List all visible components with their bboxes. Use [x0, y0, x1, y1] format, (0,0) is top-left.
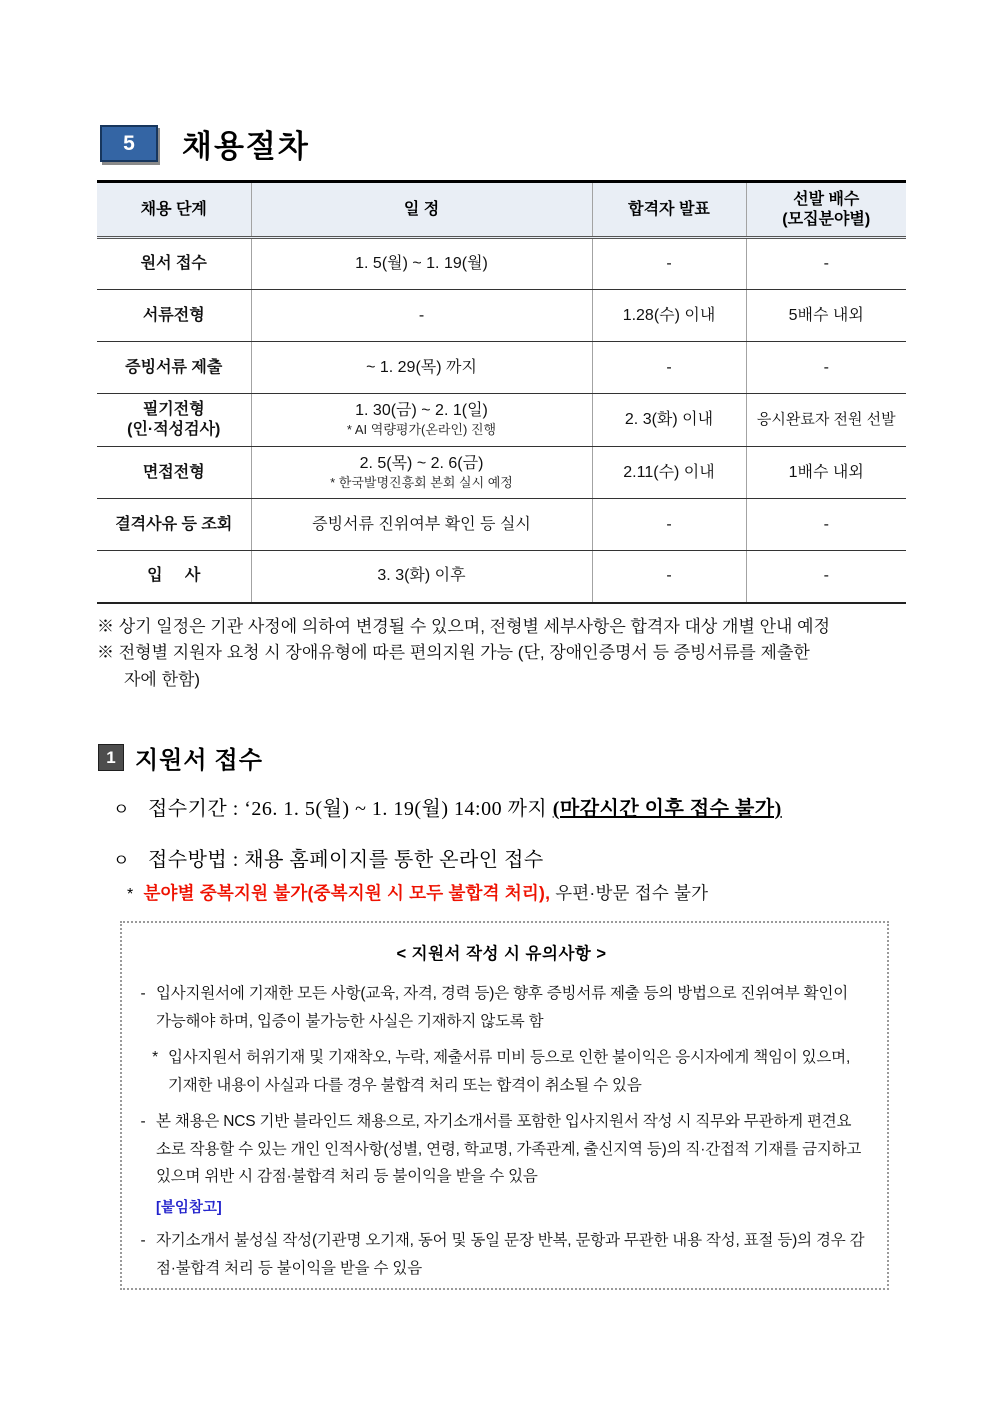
- schedule-cell: 증빙서류 진위여부 확인 등 실시: [312, 515, 531, 533]
- header-schedule: 일 정: [251, 182, 592, 238]
- table-row: [97, 394, 906, 447]
- notice-item: [138, 1227, 865, 1282]
- duplicate-application-warning: [127, 880, 927, 905]
- stage-cell: 면접전형: [142, 463, 205, 481]
- multiple-cell: -: [823, 567, 829, 585]
- asterisk-bullet-icon: *: [152, 1049, 158, 1067]
- announce-cell: 2. 3(화) 이내: [624, 411, 714, 428]
- multiple-cell: -: [823, 255, 829, 272]
- application-notice-box: [120, 921, 889, 1290]
- submission-period-text: [148, 792, 782, 821]
- table-row: [97, 447, 906, 499]
- section5-number-badge: [100, 125, 158, 162]
- section1-heading: [98, 740, 263, 775]
- stage-cell: 서류전형: [142, 306, 205, 324]
- multiple-cell: -: [823, 358, 829, 376]
- recruitment-process-table: [97, 180, 906, 604]
- header-stage: 채용 단계: [97, 182, 251, 238]
- multiple-cell: 5배수 내외: [788, 306, 864, 324]
- section1-number-badge: [98, 744, 124, 771]
- notice-item: [138, 1108, 865, 1191]
- notice-item: [138, 980, 865, 1035]
- notice-item-text: 본 채용은 NCS 기반 블라인드 채용으로, 자기소개서를 포함한 입사지원서 작성 시 직무와 무관하게 편견요소로 작용할 수 있는 개인 인적사항(성별, 연령, 학교명, 가족관계, 출신지역 등)의 직·간접적 기재를 금지하고 있으며 위반 시 감점·불합격 처리 등 불이익을 받을 수 있음: [156, 1113, 862, 1186]
- section1-number: 1: [106, 747, 116, 767]
- stage-cell: 입 사: [147, 567, 201, 585]
- dash-bullet-icon: -: [140, 985, 146, 1002]
- table-row: [97, 499, 906, 551]
- schedule-note: * AI 역량평가(온라인) 진행: [346, 422, 497, 438]
- warning-black-text: 우편·방문 접수 불가: [555, 883, 709, 903]
- table-row: [97, 551, 906, 603]
- dash-bullet-icon: -: [140, 1113, 146, 1131]
- footnote-1: ※ 상기 일정은 기관 사정에 의하여 변경될 수 있으며, 전형별 세부사항은 합격자 대상 개별 안내 예정: [97, 617, 831, 636]
- circle-bullet-icon: ㅇ: [113, 800, 130, 819]
- stage-subcell: (인·적성검사): [127, 421, 221, 438]
- notice-box-title: < 지원서 작성 시 유의사항 >: [396, 945, 607, 963]
- notice-item-text: 입사지원서에 기재한 모든 사항(교육, 자격, 경력 등)은 향후 증빙서류 제출 등의 방법으로 진위여부 확인이 가능해야 하며, 입증이 불가능한 사실은 기재하지 않도록 함: [156, 985, 848, 1030]
- announce-cell: -: [666, 567, 672, 585]
- announce-cell: -: [666, 358, 672, 376]
- warning-red-text: 분야별 중복지원 불가(중복지원 시 모두 불합격 처리),: [143, 883, 551, 903]
- period-label: 접수기간 : ‘26. 1. 5(월) ~ 1. 19(월) 14:00 까지: [147, 798, 553, 820]
- section5-heading: [100, 121, 310, 166]
- multiple-cell: -: [823, 515, 829, 533]
- multiple-cell: 1배수 내외: [788, 463, 864, 481]
- stage-cell: 증빙서류 제출: [125, 358, 223, 376]
- schedule-cell: 1. 30(금) ~ 2. 1(일): [355, 402, 488, 420]
- schedule-cell: 3. 3(화) 이후: [377, 567, 466, 585]
- schedule-cell: -: [418, 306, 425, 324]
- schedule-cell: 1. 5(월) ~ 1. 19(월): [355, 255, 488, 272]
- period-deadline-emphasis: (마감시간 이후 접수 불가): [552, 798, 782, 820]
- attachment-reference-link: [붙임참고]: [156, 1200, 222, 1217]
- warning-text: [143, 880, 708, 905]
- header-multiple-line1: 선발 배수: [793, 190, 860, 208]
- footnote-2: ※ 전형별 지원자 요청 시 장애유형에 따른 편의지원 가능 (단, 장애인증명서 등 증빙서류를 제출한: [97, 643, 810, 663]
- table-footnotes: [97, 614, 929, 693]
- stage-cell: 필기전형: [142, 401, 205, 418]
- header-multiple: [746, 182, 906, 238]
- notice-item: [138, 1044, 865, 1099]
- section1-title: 지원서 접수: [135, 748, 263, 774]
- header-multiple-line2: (모집분야별): [782, 210, 871, 228]
- footnote-2-continued: 자에 한함): [124, 669, 201, 689]
- section5-title: 채용절차: [182, 129, 310, 164]
- announce-cell: 2.11(수) 이내: [623, 463, 715, 481]
- stage-cell: 원서 접수: [140, 255, 207, 272]
- stage-cell: 결격사유 등 조회: [115, 515, 233, 533]
- schedule-note: * 한국발명진흥회 본회 실시 예정: [330, 474, 513, 490]
- announce-cell: 1.28(수) 이내: [622, 306, 716, 324]
- header-announcement: 합격자 발표: [592, 182, 746, 238]
- table-row: [97, 342, 906, 394]
- table-row: [97, 238, 906, 290]
- submission-period-line: [113, 792, 913, 821]
- multiple-cell: 응시완료자 전원 선발: [756, 410, 896, 428]
- notice-item-text: 입사지원서 허위기재 및 기재착오, 누락, 제출서류 미비 등으로 인한 불이익은 응시자에게 책임이 있으며, 기재한 내용이 사실과 다를 경우 불합격 처리 또는 합격이 취소될 수 있음: [168, 1049, 851, 1094]
- schedule-cell: ~ 1. 29(목) 까지: [366, 358, 477, 376]
- table-row: [97, 290, 906, 342]
- announce-cell: -: [666, 255, 672, 272]
- submission-method-text: 접수방법 : 채용 홈페이지를 통한 온라인 접수: [147, 849, 544, 871]
- submission-method-line: [113, 843, 913, 872]
- dash-bullet-icon: -: [140, 1232, 146, 1250]
- circle-bullet-icon: ㅇ: [113, 851, 130, 870]
- announce-cell: -: [666, 515, 672, 533]
- section5-number: 5: [123, 131, 135, 155]
- notice-item-text: 자기소개서 불성실 작성(기관명 오기재, 동어 및 동일 문장 반복, 문항과 무관한 내용 작성, 표절 등)의 경우 감점·불합격 처리 등 불이익을 받을 수 있음: [156, 1232, 865, 1277]
- schedule-cell: 2. 5(목) ~ 2. 6(금): [359, 454, 484, 472]
- table-header-row: [97, 182, 906, 238]
- asterisk-bullet-icon: *: [127, 886, 134, 903]
